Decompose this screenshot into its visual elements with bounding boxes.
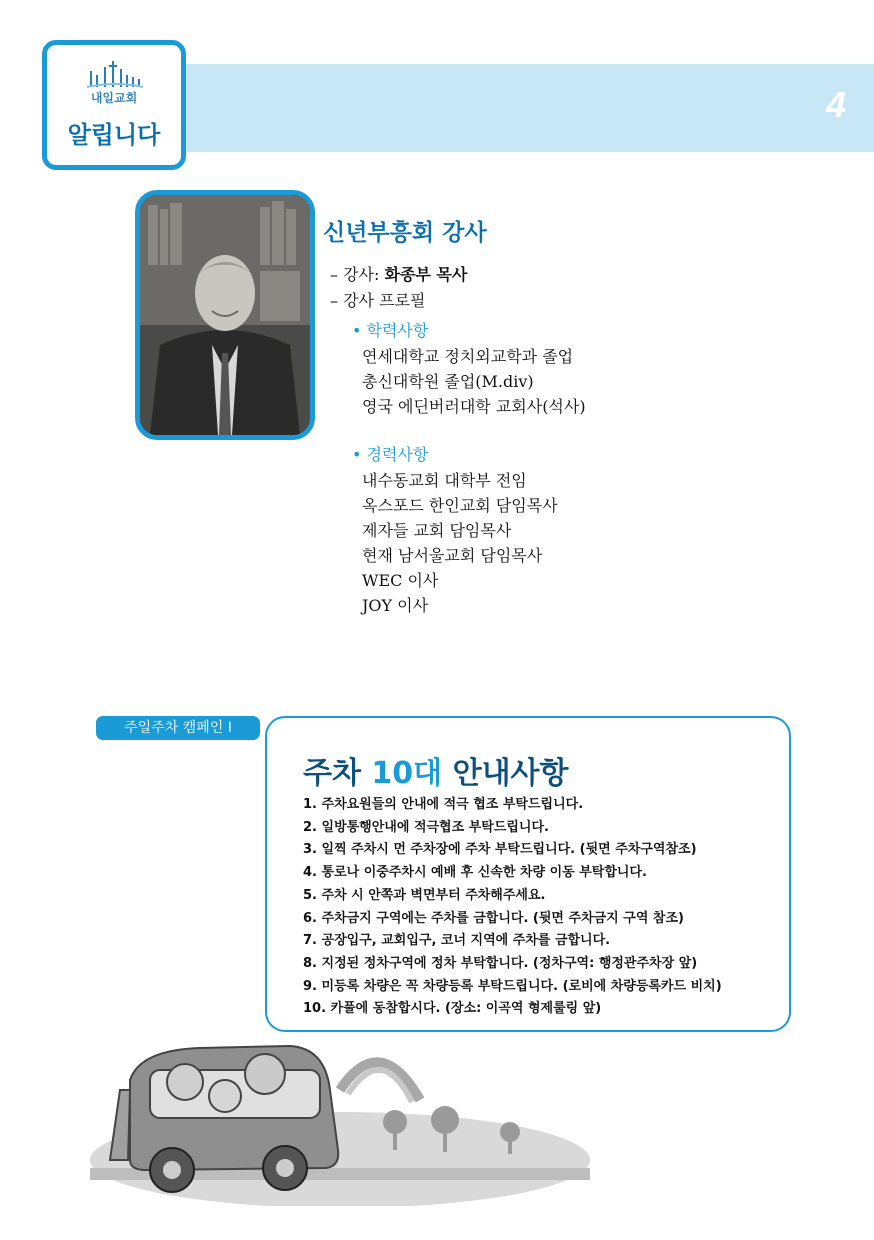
list-item: 4. 통로나 이중주차시 예배 후 신속한 차량 이동 부탁합니다. bbox=[303, 865, 647, 881]
parking-rules-list bbox=[303, 794, 722, 1021]
career-item: 제자들 교회 담임목사 bbox=[362, 521, 512, 540]
list-item: 10. 카풀에 동참합시다. (장소: 이곡역 형제룰링 앞) bbox=[303, 1001, 602, 1017]
career-heading: • 경력사항 bbox=[352, 445, 429, 464]
list-item: 8. 지정된 정차구역에 정차 부탁합니다. (정차구역: 행정관주차장 앞) bbox=[303, 955, 698, 971]
family-car-illustration bbox=[90, 1010, 590, 1206]
title-prefix: 주차 bbox=[303, 756, 372, 791]
career-item: 옥스포드 한인교회 담임목사 bbox=[362, 496, 558, 515]
career-item: JOY 이사 bbox=[362, 596, 429, 615]
career-item: WEC 이사 bbox=[362, 571, 439, 590]
speaker-portrait-image bbox=[140, 195, 310, 435]
header-band bbox=[150, 64, 874, 152]
list-item: 1. 주차요원들의 안내에 적극 협조 부탁드립니다. bbox=[303, 797, 584, 812]
speaker-profile-label: – 강사 프로필 bbox=[330, 291, 426, 310]
title-accent: 10대 bbox=[371, 756, 443, 791]
church-logo-mark-icon bbox=[85, 59, 145, 89]
list-item: 6. 주차금지 구역에는 주차를 금합니다. (뒷면 주차금지 구역 참조) bbox=[303, 910, 684, 926]
education-heading: • 학력사항 bbox=[352, 321, 429, 340]
speaker-name: 화종부 목사 bbox=[384, 265, 468, 284]
parking-notice-title bbox=[303, 748, 569, 792]
speaker-name-line bbox=[330, 262, 467, 285]
section-label: 알립니다 bbox=[67, 121, 161, 149]
education-item: 총신대학원 졸업(M.div) bbox=[362, 372, 534, 391]
campaign-tag: 주일주차 캠페인 I bbox=[96, 716, 260, 740]
car-illustration-image bbox=[90, 1010, 590, 1206]
logo-text: 내일교회 bbox=[90, 91, 138, 105]
education-item: 연세대학교 정치외교학과 졸업 bbox=[362, 347, 574, 366]
speaker-photo bbox=[135, 190, 315, 440]
list-item: 7. 공장입구, 교회입구, 코너 지역에 주차를 금합니다. bbox=[303, 933, 611, 949]
page-number: 4 bbox=[825, 84, 846, 125]
speaker-name-label: – 강사: bbox=[330, 265, 385, 284]
church-logo bbox=[42, 40, 186, 170]
title-suffix: 안내사항 bbox=[442, 756, 569, 791]
list-item: 5. 주차 시 안쪽과 벽면부터 주차해주세요. bbox=[303, 887, 546, 903]
career-item: 내수동교회 대학부 전임 bbox=[362, 471, 527, 490]
parking-notice-box bbox=[265, 716, 791, 1032]
list-item: 3. 일찍 주차시 먼 주차장에 주차 부탁드립니다. (뒷면 주차구역참조) bbox=[303, 842, 697, 858]
speaker-section-title: 신년부흥회 강사 bbox=[323, 220, 487, 246]
career-item: 현재 남서울교회 담임목사 bbox=[362, 546, 543, 565]
education-item: 영국 에딘버러대학 교회사(석사) bbox=[362, 397, 586, 416]
list-item: 9. 미등록 차량은 꼭 차량등록 부탁드립니다. (로비에 차량등록카드 비치) bbox=[303, 978, 722, 994]
list-item: 2. 일방통행안내에 적극협조 부탁드립니다. bbox=[303, 819, 549, 835]
